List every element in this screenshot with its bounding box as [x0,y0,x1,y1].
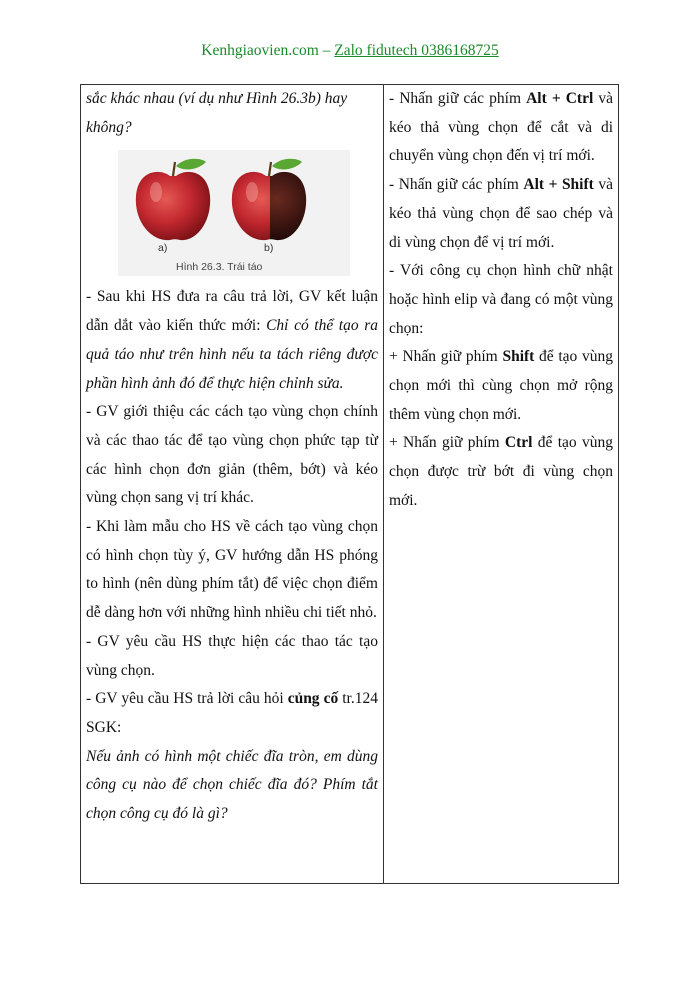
apple-normal-image [130,156,216,246]
review-tail: tr.124 SGK: [86,690,378,736]
alt-shift-post: và kéo thả vùng chọn để sao chép và di vùng chọn để vị trí mới. [389,176,613,251]
alt-shift-pre: - Nhấn giữ các phím [389,176,524,194]
intro-line-1: sắc khác nhau (ví dụ như Hình 26.3b) hay [86,90,348,107]
student-activities-cell [384,85,619,884]
selection-tool-paragraph: - Với công cụ chọn hình chữ nhật hoặc hình elip và đang có một vùng chọn: [389,262,613,337]
review-bold: củng cố [287,690,339,708]
ctrl-key: Ctrl [504,434,533,452]
shift-pre: + Nhấn giữ phím [389,348,503,366]
alt-shift-keys: Alt + Shift [523,176,594,194]
apple-two-tone-image [226,156,312,246]
shift-paragraph [389,343,613,429]
lesson-table [80,84,619,884]
ctrl-pre: + Nhấn giữ phím [389,434,505,452]
review-text: - GV yêu cầu HS trả lời câu hỏi [86,690,288,708]
alt-ctrl-paragraph [389,85,613,171]
apple-figure [86,150,378,278]
teacher-activities-cell [81,85,384,884]
header-separator: – [318,42,335,59]
demonstration-paragraph: - Khi làm mẫu cho HS về cách tạo vùng chọn có hình chọn tùy ý, GV hướng dẫn HS phóng to hình (nên dùng phím tắt) để việc chọn điểm dễ dàng hơn với những hình nhiều chi tiết nhỏ. [86,518,378,622]
conclusion-paragraph [86,283,378,398]
contact-link[interactable]: Zalo fidutech 0386168725 [334,42,499,59]
page-header [0,42,700,60]
introduction-paragraph: - GV giới thiệu các cách tạo vùng chọn chính và các thao tác để tạo vùng chọn phức tạp từ các hình chọn đơn giản (thêm, bớt) và kéo vùng chọn sang vị trí khác. [86,403,378,507]
shift-key: Shift [502,348,535,366]
ctrl-paragraph [389,429,613,515]
alt-shift-paragraph [389,171,613,257]
review-paragraph [86,685,378,742]
conclusion-italic: Chỉ có thể tạo ra quả táo như trên hình nếu ta tách riêng được phần hình ảnh đó để thực hiện chỉnh sửa. [86,317,378,392]
shift-post: để tạo vùng chọn mới thì cùng chọn mở rộng thêm vùng chọn mới. [389,348,613,423]
conclusion-text: - Sau khi HS đưa ra câu trả lời, GV kết luận dẫn dắt vào kiến thức mới: [86,288,378,335]
figure-label-b: b) [264,242,274,255]
practice-paragraph: - GV yêu cầu HS thực hiện các thao tác tạo vùng chọn. [86,632,378,679]
ctrl-post: để tạo vùng chọn được trừ bớt đi vùng chọn mới. [389,434,613,509]
alt-ctrl-post: và kéo thả vùng chọn để cắt và di chuyển vùng chọn đến vị trí mới. [389,90,613,165]
figure-caption: Hình 26.3. Trái táo [176,261,263,274]
intro-line-2: không? [86,118,132,136]
intro-question [86,85,378,142]
question-paragraph: Nếu ảnh có hình một chiếc đĩa tròn, em dùng công cụ nào để chọn chiếc đĩa đó? Phím tắt chọn công cụ đó là gì? [86,747,378,823]
alt-ctrl-keys: Alt + Ctrl [526,90,594,107]
site-name: Kenhgiaovien.com [201,42,319,59]
figure-label-a: a) [158,242,168,255]
alt-ctrl-pre: - Nhấn giữ các phím [389,90,527,107]
